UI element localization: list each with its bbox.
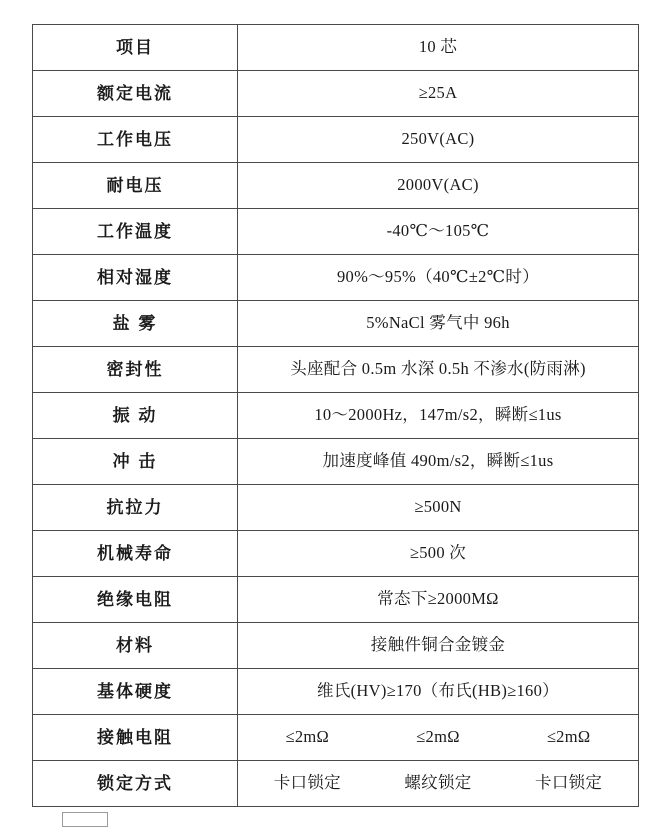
row-value: 10～2000Hz，147m/s2，瞬断≤1us [238, 393, 639, 439]
table-row [33, 25, 639, 71]
specification-table [32, 24, 639, 807]
row-label: 锁定方式 [33, 761, 238, 807]
multi-value-item: ≤2mΩ [546, 727, 591, 747]
row-label: 工作电压 [33, 117, 238, 163]
row-value: ≥500 次 [238, 531, 639, 577]
multi-value-item: 螺纹锁定 [404, 773, 472, 793]
table-row [33, 163, 639, 209]
row-label: 抗拉力 [33, 485, 238, 531]
row-value: ≥500N [238, 485, 639, 531]
row-value: 维氏(HV)≥170（布氏(HB)≥160） [238, 669, 639, 715]
multi-value-group [242, 773, 634, 794]
row-label: 接触电阻 [33, 715, 238, 761]
page-corner-mark [62, 812, 108, 827]
row-value: -40℃～105℃ [238, 209, 639, 255]
row-label: 绝缘电阻 [33, 577, 238, 623]
table-row [33, 531, 639, 577]
row-value [238, 715, 639, 761]
row-value: 10 芯 [238, 25, 639, 71]
multi-value-group [242, 727, 634, 748]
row-label: 材料 [33, 623, 238, 669]
multi-value-item: ≤2mΩ [416, 727, 460, 747]
multi-value-item: 卡口锁定 [273, 773, 341, 793]
multi-value-item: 卡口锁定 [535, 773, 603, 793]
row-value [238, 761, 639, 807]
row-value: 常态下≥2000MΩ [238, 577, 639, 623]
row-value: 5%NaCl 雾气中 96h [238, 301, 639, 347]
row-label: 振 动 [33, 393, 238, 439]
table-row [33, 761, 639, 807]
table-row [33, 439, 639, 485]
table-row [33, 623, 639, 669]
row-label: 基体硬度 [33, 669, 238, 715]
row-label: 密封性 [33, 347, 238, 393]
table-row [33, 301, 639, 347]
row-label: 机械寿命 [33, 531, 238, 577]
row-label: 盐 雾 [33, 301, 238, 347]
table-row [33, 347, 639, 393]
table-row [33, 669, 639, 715]
table-row [33, 393, 639, 439]
table-row [33, 485, 639, 531]
table-row [33, 209, 639, 255]
table-row [33, 715, 639, 761]
row-value: 250V(AC) [238, 117, 639, 163]
row-label: 冲 击 [33, 439, 238, 485]
row-value: 2000V(AC) [238, 163, 639, 209]
row-label: 耐电压 [33, 163, 238, 209]
row-value: 加速度峰值 490m/s2，瞬断≤1us [238, 439, 639, 485]
row-label: 额定电流 [33, 71, 238, 117]
table-body [33, 25, 639, 807]
row-value: 90%～95%（40℃±2℃时） [238, 255, 639, 301]
row-value: 接触件铜合金镀金 [238, 623, 639, 669]
table-row [33, 117, 639, 163]
row-label: 项目 [33, 25, 238, 71]
table-row [33, 255, 639, 301]
row-label: 相对湿度 [33, 255, 238, 301]
row-value: 头座配合 0.5m 水深 0.5h 不渗水(防雨淋) [238, 347, 639, 393]
table-row [33, 71, 639, 117]
multi-value-item: ≤2mΩ [285, 727, 330, 747]
row-value: ≥25A [238, 71, 639, 117]
table-row [33, 577, 639, 623]
row-label: 工作温度 [33, 209, 238, 255]
